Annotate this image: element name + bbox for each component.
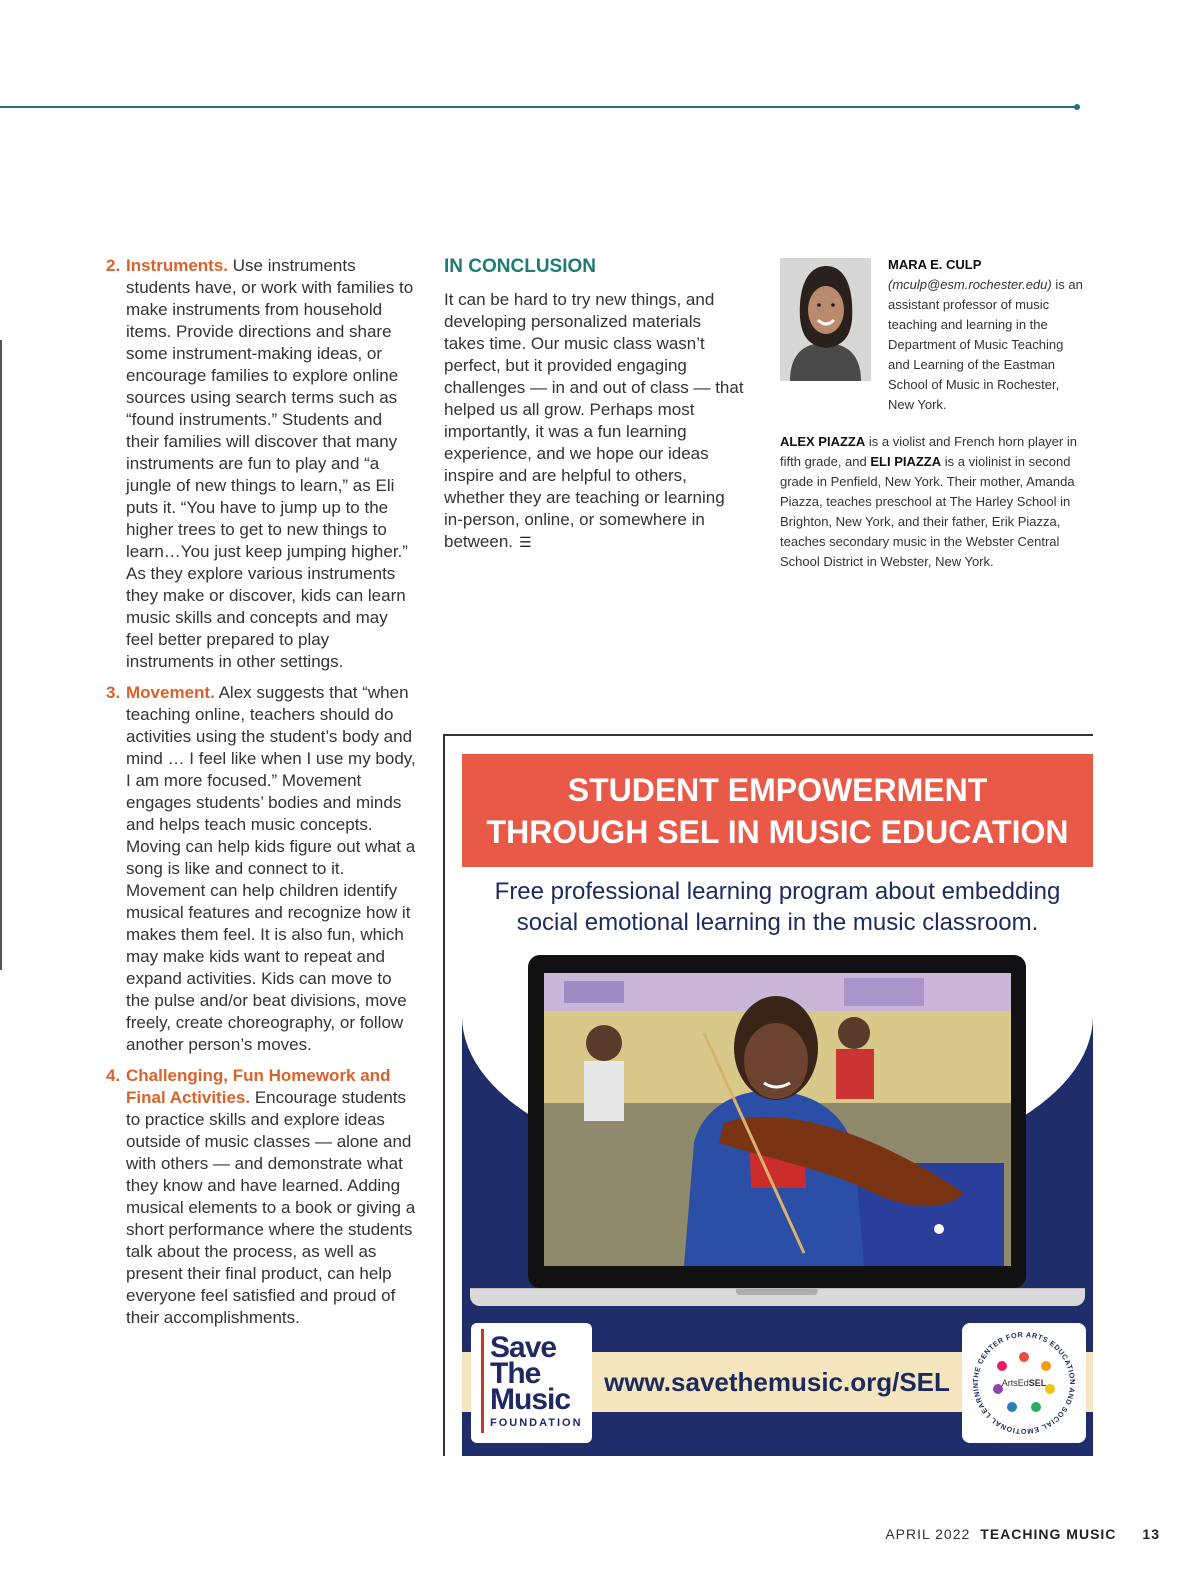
item-number: 3. [106, 683, 121, 702]
logo-word-music: Music [490, 1383, 571, 1416]
item-body: Alex suggests that “when teaching online, teachers should do activities using the student’s body and mind … I feel like when I use my body, I am more focused.” Movement engages students’ bodies and minds and helps teach music concepts. Moving can help kids figure out what a song is like and connect to it. Movement can help children identify musical features and recognize how it makes them feel. It is also fun, which may make kids want to repeat and expand activities. Kids can move to the pulse and/or beat divisions, move freely, create choreography, or follow another person’s moves. [126, 683, 416, 1054]
footer-date: APRIL 2022 [885, 1526, 971, 1542]
ad-title-line2: THROUGH SEL IN MUSIC EDUCATION [486, 813, 1069, 850]
bio-mara [888, 255, 1083, 415]
conclusion-column [444, 255, 744, 553]
item-body: Encourage students to practice skills and explore ideas outside of music classes — alone and with others — and demonstrate what they know and have learned. Adding musical elements to a book or giving a short performance where the students talk about the process, as well as present their final product, can help everyone feel satisfied and proud of their accomplishments. [126, 1088, 416, 1327]
header-rule-dot [1074, 104, 1080, 110]
list-item [106, 1065, 418, 1329]
instructions-column [106, 255, 418, 1338]
item-number: 4. [106, 1066, 121, 1085]
bio-text: is a violist and French horn player in fifth grade, and [780, 434, 1077, 469]
logo-word-foundation: FOUNDATION [490, 1417, 583, 1429]
conclusion-heading: IN CONCLUSION [444, 256, 596, 277]
page-edge-mark [0, 340, 2, 970]
item-body: Use instruments students have, or work with families to make instruments from household items. Provide directions and share some instrument-making ideas, or encourage families to explore online sources using search terms such as “found instruments.” Students and their families will discover that many instruments are fun to play and “a jungle of new things to learn,” as Eli puts it. “You have to jump up to the higher trees to get to new things to learn…You just keep jumping higher.” As they explore various instruments they make or discover, kids can learn music skills and concepts and may feel better prepared to play instruments in other settings. [126, 256, 414, 671]
save-the-music-logo [471, 1323, 592, 1443]
item-heading: Movement. [126, 683, 215, 702]
bio-name: ELI PIAZZA [870, 454, 942, 469]
svg-text:ArtsEdSEL [1002, 1378, 1047, 1388]
conclusion-text: It can be hard to try new things, and developing personalized materials takes time. Our music class wasn’t perfect, but it provided engaging challenges — in and out of class — that helped us all grow. Perhaps most importantly, it was a fun learning experience, and we hope our ideas inspire and are helpful to others, whether they are teaching or learning in-person, online, or somewhere in between. [444, 290, 744, 551]
ad-title-line1: STUDENT EMPOWERMENT [567, 771, 988, 808]
bio-name: ALEX PIAZZA [780, 434, 866, 449]
ad-url[interactable]: www.savethemusic.org/SEL [604, 1367, 950, 1397]
ad-subtitle: Free professional learning program about embedding social emotional learning in the music classroom. [494, 878, 1061, 936]
artsedsel-center-a: ArtsEd [1001, 1378, 1029, 1388]
bio-piazza [780, 432, 1085, 572]
list-item [106, 682, 418, 1056]
logo-word-save: Save [490, 1331, 557, 1364]
header-rule [0, 106, 1078, 108]
ad-banner [462, 754, 1093, 867]
bio-email[interactable]: (mculp@esm.rochester.edu) [888, 277, 1052, 292]
artsedsel-center-b: SEL [1028, 1378, 1047, 1388]
ad-frame-top [443, 734, 1093, 736]
list-item [106, 255, 418, 673]
page-footer [885, 1526, 1160, 1542]
logo-word-the: The [490, 1357, 541, 1390]
item-heading: Instruments. [126, 256, 229, 275]
save-the-music-logo-frame [481, 1329, 585, 1433]
bio-text: is a violinist in second grade in Penfield, New York. Their mother, Amanda Piazza, teaches preschool at The Harley School in Brighton, New York, and their father, Erik Piazza, teaches secondary music in the Webster Central School District in Webster, New York. [780, 454, 1075, 569]
bio-text: is an assistant professor of music teaching and learning in the Department of Music Teaching and Learning of the Eastman School of Music in Rochester, New York. [888, 277, 1083, 412]
artsedsel-logo [962, 1323, 1086, 1443]
author-photo [780, 258, 871, 381]
end-mark-icon: ☰ [519, 534, 532, 550]
bio-name: MARA E. CULP [888, 257, 982, 272]
page-number: 13 [1142, 1526, 1160, 1542]
conclusion-body [444, 289, 744, 553]
classroom-photo [544, 973, 1011, 1266]
artsedsel-ring-text: THE CENTER FOR ARTS EDUCATION AND SOCIAL EMOTIONAL LEARNIN [970, 1329, 1078, 1437]
laptop-notch [736, 1289, 818, 1295]
item-number: 2. [106, 256, 121, 275]
item-heading: Challenging, Fun Homework and Final Activities. [126, 1066, 391, 1107]
footer-publication: TEACHING MUSIC [980, 1526, 1117, 1542]
ad-frame-left [443, 734, 445, 1456]
